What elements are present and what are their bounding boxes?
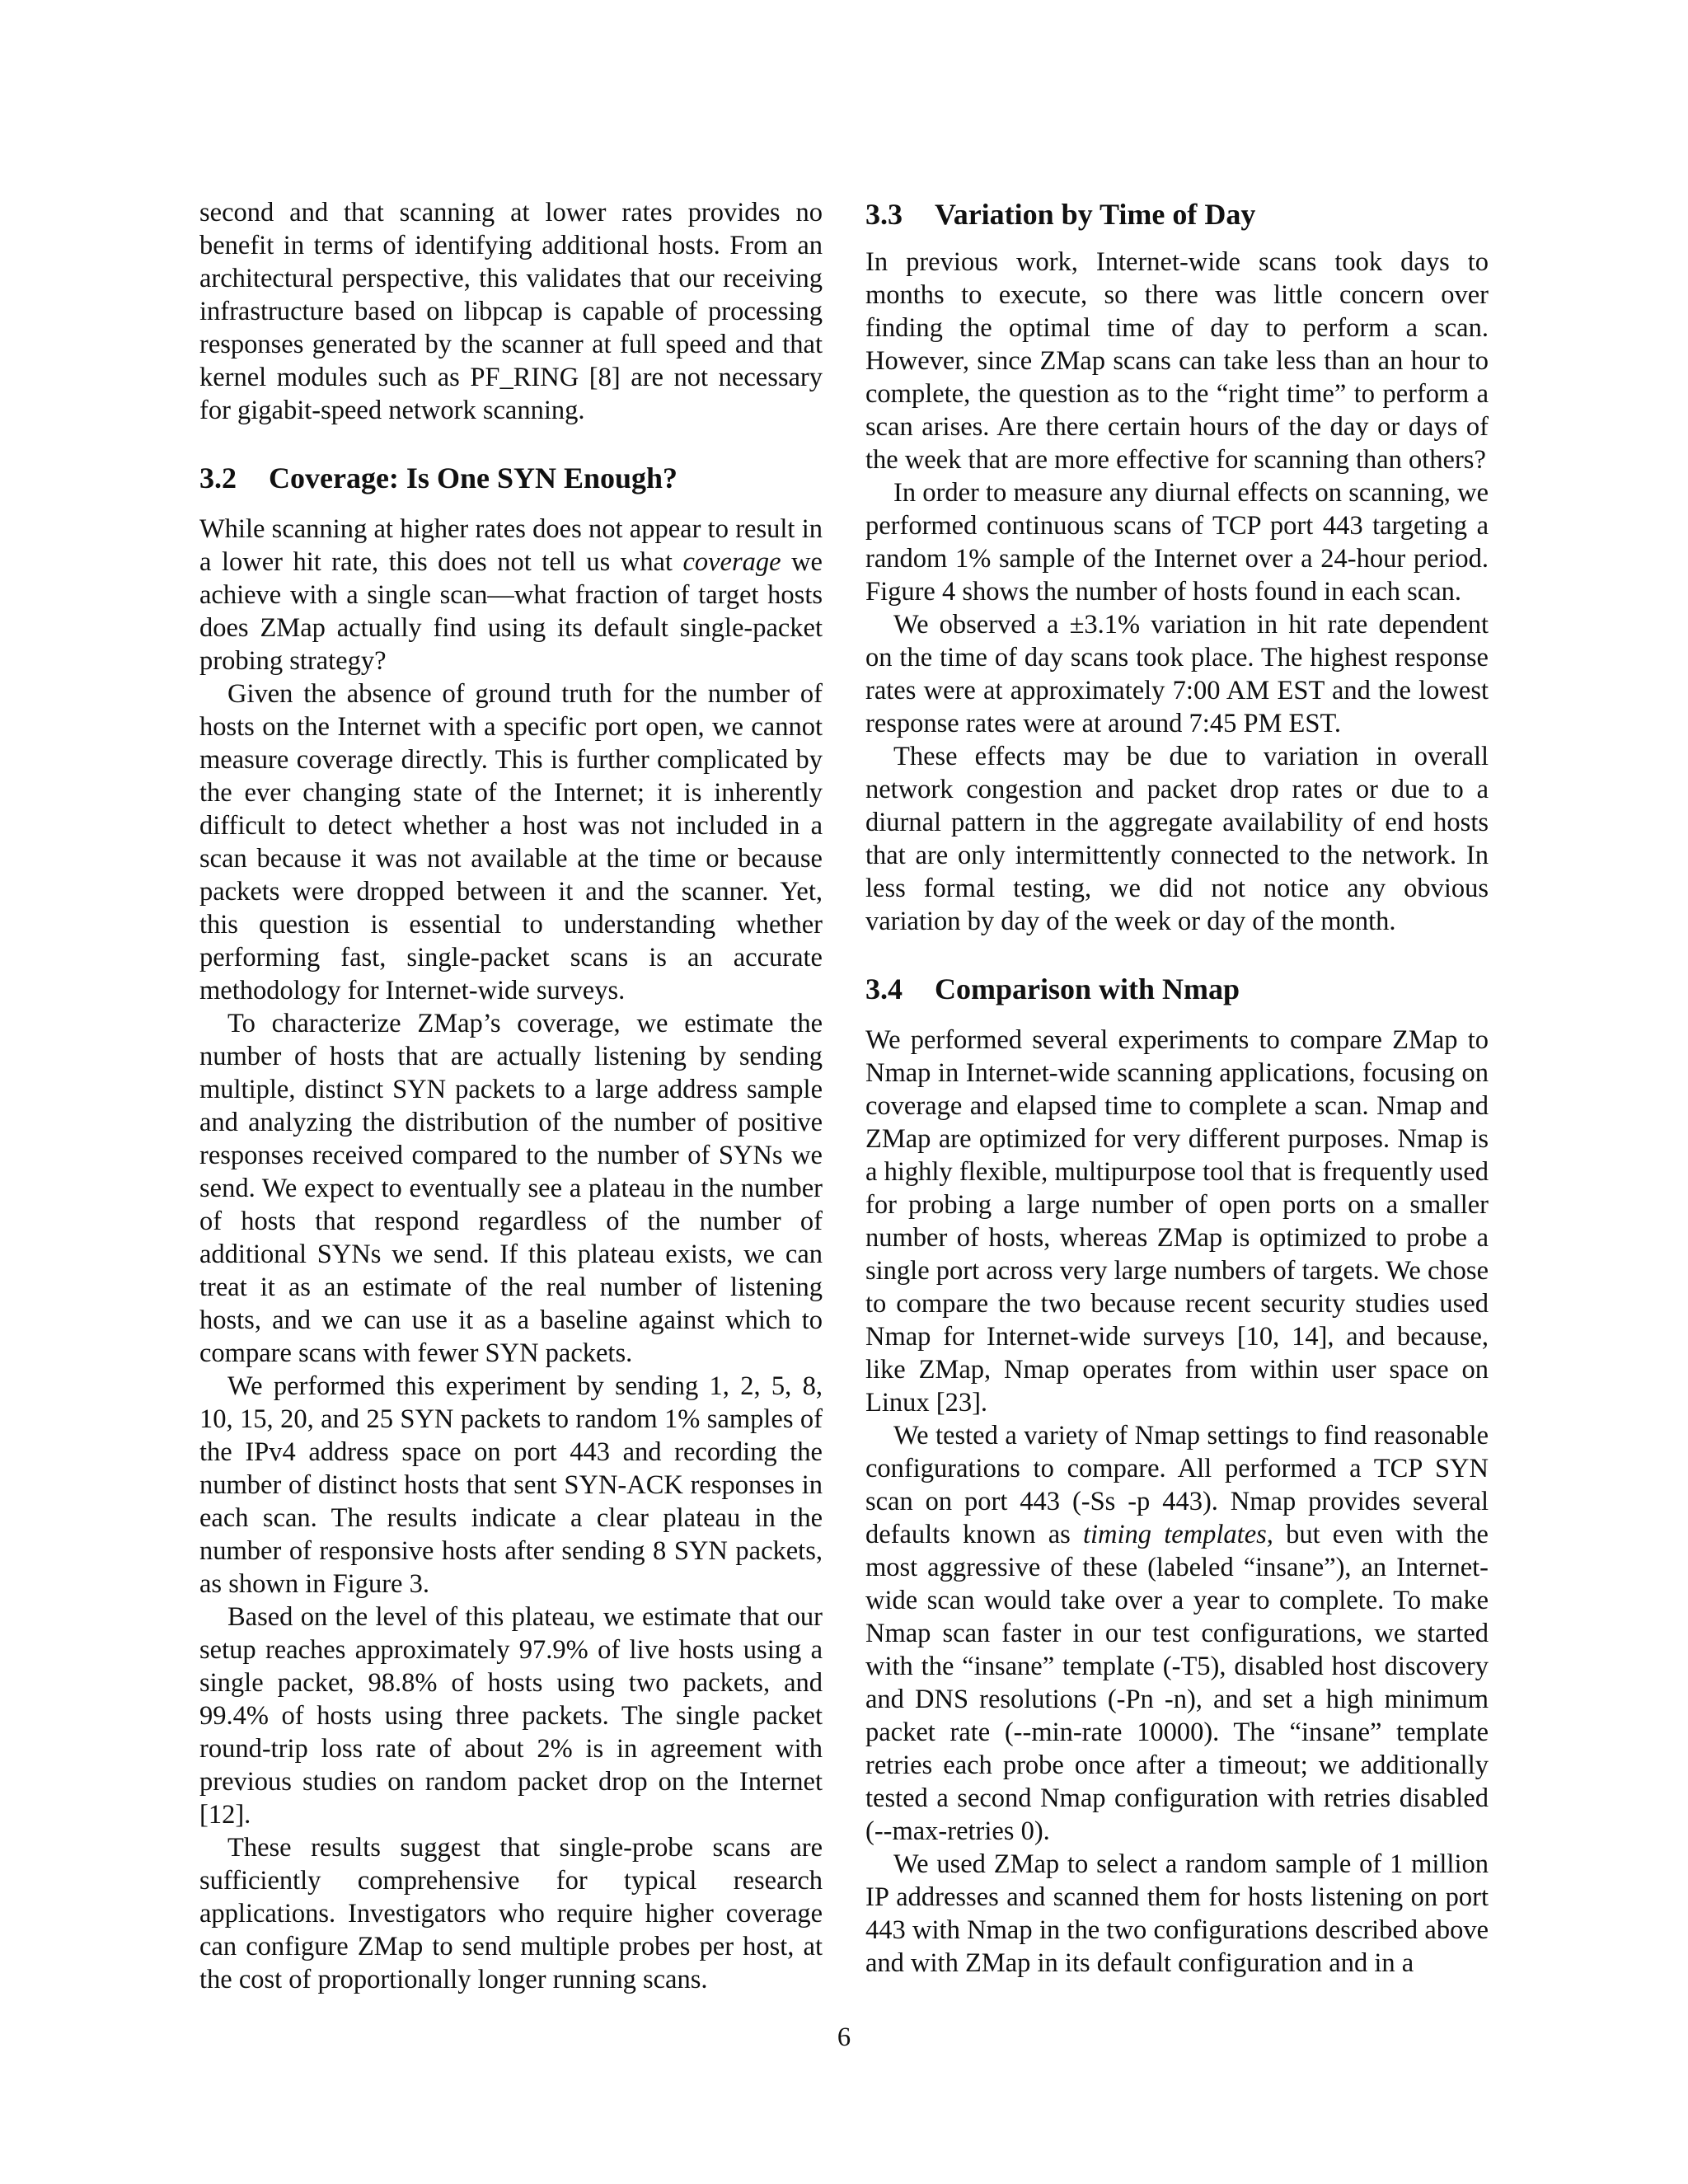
section-3-3-paragraph-2: In order to measure any diurnal effects on scanning, we performed continuous scans of TCP port 443 targeting a random 1% sample of the Internet over a 24-hour period. Figure 4 shows the number of hosts found in each scan. xyxy=(865,478,1489,607)
left-column xyxy=(199,196,823,1996)
right-column xyxy=(865,196,1489,1980)
emphasis-coverage: coverage xyxy=(682,547,781,577)
section-3-2-paragraph-6: These results suggest that single-probe scans are sufficiently comprehensive for typical research applications. Investigators who require higher coverage can configure ZMap to send multiple probes per host, at the cost of proportionally longer running scans. xyxy=(199,1833,823,1994)
section-3-3-number: 3.3 xyxy=(865,198,903,231)
section-3-2-heading xyxy=(199,460,823,496)
section-3-4-paragraph-2: We tested a variety of Nmap settings to find reasonable configurations to compare. All performed a TCP SYN scan on port 443 (-Ss -p 443). Nmap provides several defaults known as timing templates, but even with the most aggressive of these (labeled “insane”), an Internet-wide scan would take over a year to complete. To make Nmap scan faster in our test configurations, we started with the “insane” template (-T5), disabled host discovery and DNS resolutions (-Pn -n), and set a high minimum packet rate (--min-rate 10000). The “insane” template retries each probe once after a timeout; we additionally tested a second Nmap configuration with retries disabled (--max-retries 0). xyxy=(865,1421,1489,1846)
section-3-4-title: Comparison with Nmap xyxy=(935,972,1240,1005)
page-number: 6 xyxy=(837,2022,851,2052)
section-3-2-number: 3.2 xyxy=(199,462,237,494)
section-3-3-heading xyxy=(865,196,1489,232)
section-3-3-paragraph-4: These effects may be due to variation in overall network congestion and packet drop rates or due to a diurnal pattern in the aggregate availability of end hosts that are only intermittently connected to the network. In less formal testing, we did not notice any obvious variation by day of the week or day of the month. xyxy=(865,742,1489,936)
section-3-2-paragraph-2: Given the absence of ground truth for the number of hosts on the Internet with a specific port open, we cannot measure coverage directly. This is further complicated by the ever changing state of the Internet; it is inherently difficult to detect whether a host was not included in a scan because it was not available at the time or because packets were dropped between it and the scanner. Yet, this question is essential to understanding whether performing fast, single-packet scans is an accurate methodology for Internet-wide surveys. xyxy=(199,679,823,1005)
section-3-2-paragraph-1: While scanning at higher rates does not appear to result in a lower hit rate, this does not tell us what coverage we achieve with a single scan—what fraction of target hosts does ZMap actually find using its default single-packet probing strategy? xyxy=(199,514,823,676)
section-3-2-title: Coverage: Is One SYN Enough? xyxy=(269,462,678,494)
section-3-4-paragraph-1: We performed several experiments to compare ZMap to Nmap in Internet-wide scanning applications, focusing on coverage and elapsed time to complete a scan. Nmap and ZMap are optimized for very different purposes. Nmap is a highly flexible, multipurpose tool that is frequently used for probing a large number of open ports on a smaller number of hosts, whereas ZMap is optimized to probe a single port across very large numbers of targets. We chose to compare the two because recent security studies used Nmap for Internet-wide surveys [10, 14], and because, like ZMap, Nmap operates from within user space on Linux [23]. xyxy=(865,1025,1489,1418)
section-3-4-heading xyxy=(865,971,1489,1007)
section-3-2-paragraph-3: To characterize ZMap’s coverage, we estimate the number of hosts that are actually listening by sending multiple, distinct SYN packets to a large address sample and analyzing the distribution of the number of positive responses received compared to the number of SYNs we send. We expect to eventually see a plateau in the number of hosts that respond regardless of the number of additional SYNs we send. If this plateau exists, we can treat it as an estimate of the real number of listening hosts, and we can use it as a baseline against which to compare scans with fewer SYN packets. xyxy=(199,1009,823,1368)
section-3-3-paragraph-3: We observed a ±3.1% variation in hit rate dependent on the time of day scans took place. The highest response rates were at approximately 7:00 AM EST and the lowest response rates were at around 7:45 PM EST. xyxy=(865,610,1489,738)
emphasis-timing-templates: timing templates xyxy=(1082,1520,1267,1549)
section-3-3-paragraph-1: In previous work, Internet-wide scans took days to months to execute, so there was little concern over finding the optimal time of day to perform a scan. However, since ZMap scans can take less than an hour to complete, the question as to the “right time” to perform a scan arises. Are there certain hours of the day or days of the week that are more effective for scanning than others? xyxy=(865,247,1489,475)
section-3-4-number: 3.4 xyxy=(865,972,903,1005)
section-3-2-paragraph-4: We performed this experiment by sending 1, 2, 5, 8, 10, 15, 20, and 25 SYN packets to random 1% samples of the IPv4 address space on port 443 and recording the number of distinct hosts that sent SYN-ACK responses in each scan. The results indicate a clear plateau in the number of responsive hosts after sending 8 SYN packets, as shown in Figure 3. xyxy=(199,1371,823,1599)
section-3-3-title: Variation by Time of Day xyxy=(935,198,1256,231)
section-3-2-paragraph-5: Based on the level of this plateau, we estimate that our setup reaches approximately 97.9% of live hosts using a single packet, 98.8% of hosts using two packets, and 99.4% of hosts using three packets. The single packet round-trip loss rate of about 2% is in agreement with previous studies on random packet drop on the Internet [12]. xyxy=(199,1602,823,1830)
section-3-4-paragraph-3: We used ZMap to select a random sample of 1 million IP addresses and scanned them for hosts listening on port 443 with Nmap in the two configurations described above and with ZMap in its default configuration and in a xyxy=(865,1849,1489,1978)
continuation-paragraph: second and that scanning at lower rates provides no benefit in terms of identifying additional hosts. From an architectural perspective, this validates that our receiving infrastructure based on libpcap is capable of processing responses generated by the scanner at full speed and that kernel modules such as PF_RING [8] are not necessary for gigabit-speed network scanning. xyxy=(199,198,823,425)
